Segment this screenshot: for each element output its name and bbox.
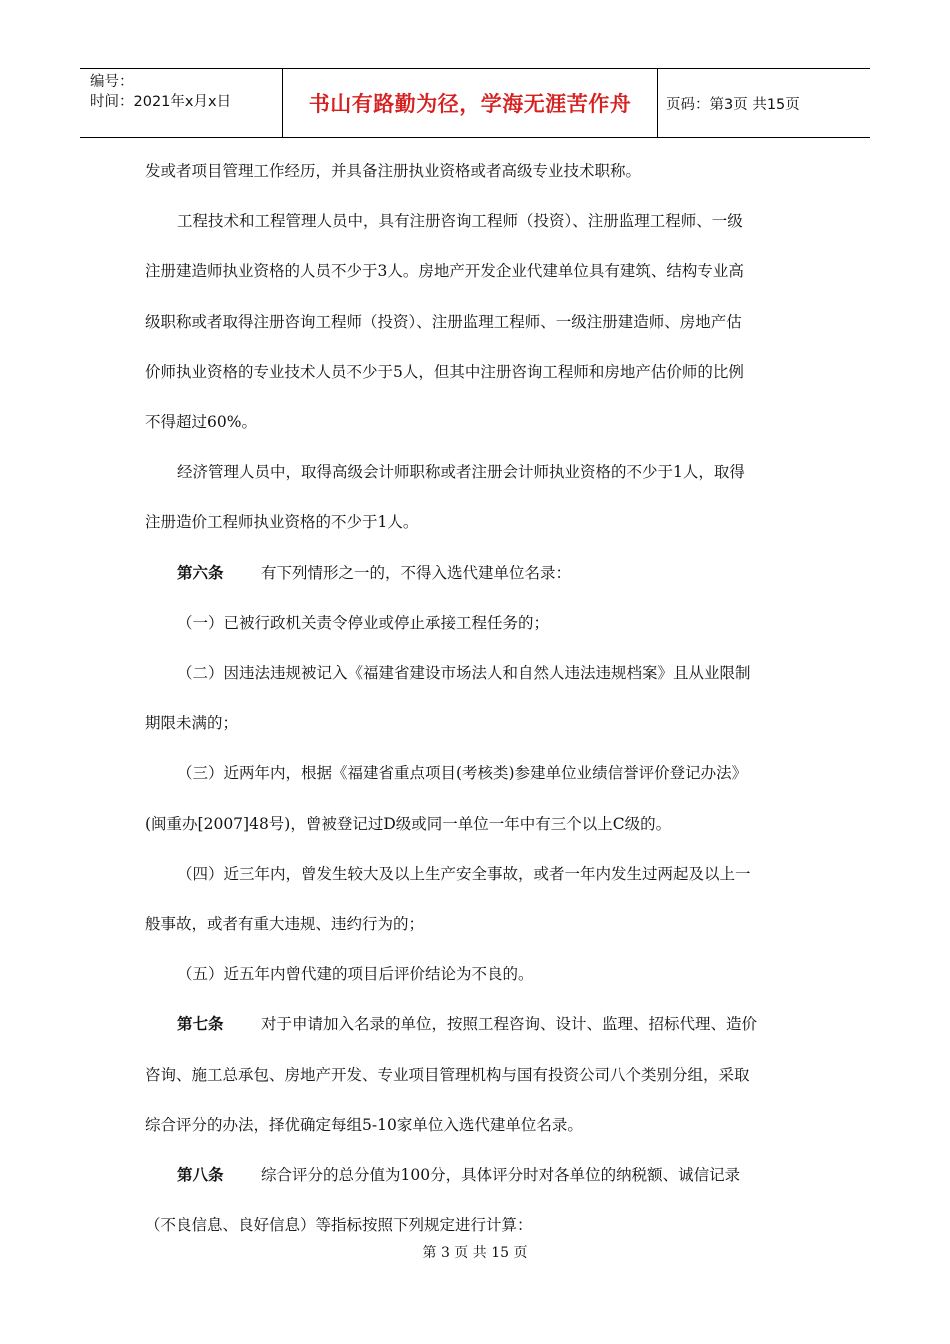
line-text: 有下列情形之一的，不得入选代建单位名录： xyxy=(261,563,572,582)
line-text: 经济管理人员中，取得高级会计师职称或者注册会计师执业资格的不少于1人，取得 xyxy=(177,463,745,482)
line-text: （一）已被行政机关责令停业或停止承接工程任务的； xyxy=(177,613,550,632)
paragraph-line xyxy=(145,1150,805,1200)
paragraph-line xyxy=(145,146,805,196)
line-text: 期限未满的； xyxy=(145,714,239,733)
line-text: 工程技术和工程管理人员中，具有注册咨询工程师（投资）、注册监理工程师、一级 xyxy=(177,212,743,231)
paragraph-line xyxy=(145,548,805,598)
line-text: 咨询、施工总承包、房地产开发、专业项目管理机构与国有投资公司八个类别分组，采取 xyxy=(145,1065,750,1084)
paragraph-line xyxy=(145,497,805,547)
article-number: 第七条 xyxy=(177,1015,224,1034)
paragraph-line xyxy=(145,949,805,999)
paragraph-line xyxy=(145,799,805,849)
line-text: 注册建造师执业资格的人员不少于3人。房地产开发企业代建单位具有建筑、结构专业高 xyxy=(145,262,744,281)
line-text: 综合评分的总分值为100分，具体评分时对各单位的纳税额、诚信记录 xyxy=(261,1166,741,1185)
paragraph-line xyxy=(145,246,805,296)
line-text: 发或者项目管理工作经历，并具备注册执业资格或者高级专业技术职称。 xyxy=(145,162,642,180)
paragraph-line xyxy=(145,698,805,748)
paragraph-line xyxy=(145,397,805,447)
paragraph-line xyxy=(145,297,805,347)
paragraph-line xyxy=(145,347,805,397)
line-text: 级职称或者取得注册咨询工程师（投资）、注册监理工程师、一级注册建造师、房地产估 xyxy=(145,312,742,331)
document-date-label: 时间：2021年x月x日 xyxy=(90,94,232,110)
line-text: 对于申请加入名录的单位，按照工程咨询、设计、监理、招标代理、造价 xyxy=(261,1015,758,1034)
article-number: 第八条 xyxy=(177,1166,224,1185)
line-text: (闽重办[2007]48号)，曾被登记过D级或同一单位一年中有三个以上C级的。 xyxy=(145,814,672,833)
header-info-cell xyxy=(80,69,283,137)
line-text: （五）近五年内曾代建的项目后评价结论为不良的。 xyxy=(177,965,534,984)
paragraph-line xyxy=(145,598,805,648)
line-text: 不得超过60%。 xyxy=(145,413,257,432)
line-text: （四）近三年内，曾发生较大及以上生产安全事故，或者一年内发生过两起及以上一 xyxy=(177,864,751,883)
line-text: （三）近两年内，根据《福建省重点项目(考核类)参建单位业绩信誉评价登记办法》 xyxy=(177,764,748,783)
line-text: 般事故，或者有重大违规、违约行为的； xyxy=(145,915,425,934)
line-text: （不良信息、良好信息）等指标按照下列规定进行计算： xyxy=(145,1216,533,1235)
document-header xyxy=(80,68,870,138)
paragraph-line xyxy=(145,1100,805,1150)
document-number-label: 编号： xyxy=(90,74,134,90)
paragraph-line xyxy=(145,1050,805,1100)
line-text: 注册造价工程师执业资格的不少于1人。 xyxy=(145,513,419,532)
paragraph-line xyxy=(145,648,805,698)
line-text: 综合评分的办法，择优确定每组5-10家单位入选代建单位名录。 xyxy=(145,1115,583,1134)
header-page-number: 页码：第3页 共15页 xyxy=(666,96,800,113)
paragraph-line xyxy=(145,748,805,798)
paragraph-line xyxy=(145,447,805,497)
line-text: （二）因违法违规被记入《福建省建设市场法人和自然人违法违规档案》且从业限制 xyxy=(177,664,751,683)
line-text: 价师执业资格的专业技术人员不少于5人，但其中注册咨询工程师和房地产估价师的比例 xyxy=(145,362,744,381)
paragraph-line xyxy=(145,899,805,949)
paragraph-line xyxy=(145,196,805,246)
page-footer: 第 3 页 共 15 页 xyxy=(422,1245,528,1261)
article-number: 第六条 xyxy=(177,563,224,582)
document-body xyxy=(145,146,805,1250)
paragraph-line xyxy=(145,999,805,1049)
paragraph-line xyxy=(145,849,805,899)
header-motto: 书山有路勤为径，学海无涯苦作舟 xyxy=(283,69,658,137)
